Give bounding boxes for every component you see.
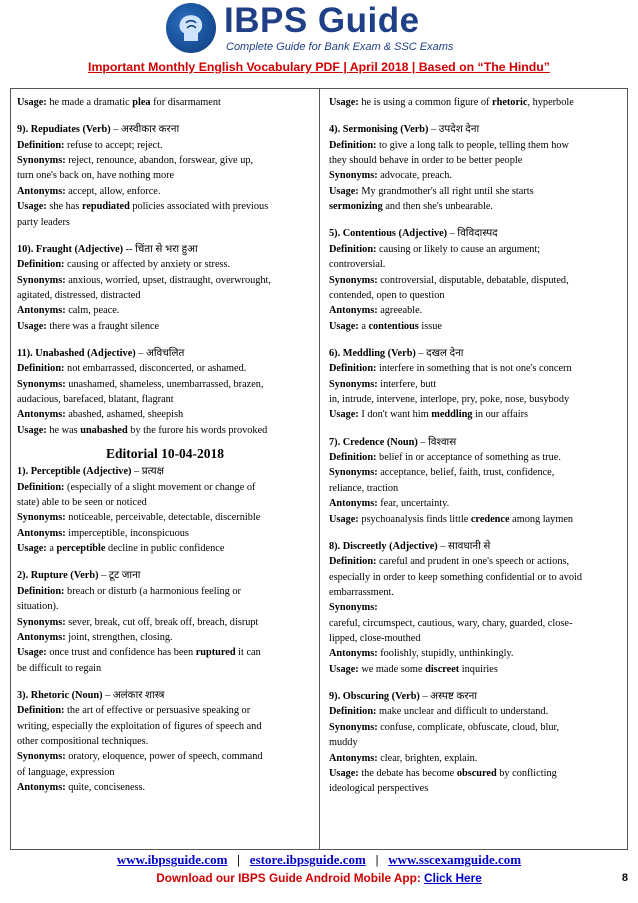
entry-line (17, 780, 313, 795)
field-text: acceptance, belief, faith, trust, confidence, (377, 467, 555, 479)
spacer (329, 110, 621, 122)
field-label: Usage: (17, 320, 47, 332)
hindi-meaning: -- चिंता से भरा हुआ (123, 243, 198, 255)
field-text: reliance, traction (329, 482, 399, 494)
field-text: in, intrude, intervene, interlope, pry, poke, nose, busybody (329, 394, 570, 406)
field-label: Definition: (329, 139, 377, 151)
field-text: inquiries (459, 663, 498, 675)
field-label: Usage: (329, 97, 359, 108)
field-text: turn one's back on, have nothing more (17, 170, 175, 182)
field-text: anxious, worried, upset, distraught, overwrought, (65, 274, 271, 286)
click-here-link[interactable]: Click Here (424, 871, 482, 885)
entry-line (17, 541, 313, 556)
field-text: sever, break, cut off, break off, breach, disrupt (65, 616, 259, 628)
field-text: , hyperbole (527, 97, 574, 108)
field-text: be difficult to regain (17, 662, 102, 674)
field-text: interfere, butt (377, 378, 437, 390)
entry-line (329, 184, 621, 199)
entry-line (329, 153, 621, 168)
field-text: agreeable. (377, 305, 423, 317)
hindi-meaning: – विश्वास (417, 436, 457, 448)
entry-line (329, 407, 621, 422)
entry-line (329, 95, 621, 110)
word-heading (329, 122, 621, 137)
entry-line (329, 392, 621, 407)
word-heading (329, 226, 621, 241)
entry-line (17, 288, 313, 303)
word-heading (17, 122, 313, 137)
hindi-meaning: – दखल देना (415, 347, 464, 359)
field-text: foolishly, stupidly, unthinkingly. (377, 648, 514, 660)
highlighted-word: discreet (425, 663, 460, 675)
entry-line (329, 616, 621, 631)
field-text: unashamed, shameless, unembarrassed, brazen, (65, 378, 264, 390)
field-text: a (46, 543, 57, 555)
entry-line (17, 377, 313, 392)
entry-line (17, 215, 313, 230)
field-text: make unclear and difficult to understand. (376, 706, 549, 718)
field-text: to give a long talk to people, telling them how (376, 139, 569, 151)
entry-line (17, 584, 313, 599)
field-label: Antonyms: (17, 631, 66, 643)
word-heading (329, 346, 621, 361)
brand-tagline: Complete Guide for Bank Exam & SSC Exams (226, 41, 454, 53)
field-label: Definition: (329, 452, 377, 463)
field-text: noticeable, perceivable, detectable, discernible (65, 512, 261, 524)
field-text: he made a dramatic (46, 97, 133, 108)
field-label: Synonyms: (17, 512, 66, 524)
field-text: psychoanalysis finds little (358, 513, 471, 525)
field-label: Antonyms: (329, 498, 378, 510)
field-label: Usage: (329, 320, 359, 332)
hindi-meaning: – उपदेश देना (428, 124, 480, 136)
document-title-banner: Important Monthly English Vocabulary PDF | April 2018 | Based on “The Hindu” (88, 60, 550, 74)
field-label: Antonyms: (17, 782, 66, 794)
entry-line (329, 450, 621, 465)
field-text: muddy (329, 737, 358, 749)
field-label: Definition: (17, 259, 65, 271)
highlighted-word: plea (132, 97, 151, 108)
field-label: Synonyms: (329, 602, 378, 614)
entry-line (17, 599, 313, 614)
field-text: My grandmother's all right until she starts (358, 185, 534, 197)
spacer (329, 677, 621, 689)
word-title: 11). Unabashed (Adjective) (17, 347, 136, 359)
field-text: causing or affected by anxiety or stress. (64, 259, 231, 271)
entry-line (329, 481, 621, 496)
field-text: controversial, disputable, debatable, disputed, (377, 274, 569, 286)
field-text: ideological perspectives (329, 783, 429, 795)
field-text: (especially of a slight movement or change of (64, 481, 256, 493)
entry-line (329, 257, 621, 272)
left-column (17, 95, 313, 796)
word-heading (329, 689, 621, 704)
field-label: Synonyms: (329, 170, 378, 182)
entry-line (17, 495, 313, 510)
entry-line (329, 585, 621, 600)
sscexamguide-link[interactable]: www.sscexamguide.com (388, 852, 522, 867)
field-text: policies associated with previous (129, 201, 269, 213)
field-text: lipped, close-mouthed (329, 633, 421, 645)
field-text: especially in order to keep something confidential or to avoid (329, 571, 583, 583)
footer-separator: | (375, 852, 379, 867)
field-text: abashed, ashamed, sheepish (65, 409, 184, 421)
entry-line (329, 554, 621, 569)
entry-line (329, 465, 621, 480)
word-heading (17, 568, 313, 583)
field-text: refuse to accept; reject. (64, 139, 163, 151)
entry-line (17, 510, 313, 525)
entry-line (329, 377, 621, 392)
entry-line (17, 168, 313, 183)
field-text: careful, circumspect, cautious, wary, chary, guarded, close- (329, 617, 573, 629)
highlighted-word: credence (470, 513, 510, 525)
vocabulary-content-box (10, 88, 628, 850)
entry-line (17, 734, 313, 749)
word-heading (17, 464, 313, 479)
right-column (329, 95, 621, 797)
highlighted-word: perceptible (56, 543, 106, 555)
entry-line (17, 526, 313, 541)
entry-line (329, 600, 621, 615)
editorial-heading: Editorial 10-04-2018 (105, 446, 225, 462)
highlighted-word: unabashed (80, 424, 128, 436)
entry-line (17, 719, 313, 734)
field-label: Synonyms: (17, 751, 66, 763)
estore-link[interactable]: estore.ibpsguide.com (249, 852, 366, 867)
word-heading (17, 346, 313, 361)
word-title: 10). Fraught (Adjective) (17, 243, 124, 255)
field-label: Synonyms: (17, 274, 66, 286)
field-label: Definition: (329, 556, 377, 568)
field-label: Synonyms: (329, 721, 378, 733)
hindi-meaning: – अस्पष्ट करना (419, 691, 477, 703)
field-label: Definition: (17, 363, 65, 375)
field-text: and then she's unbearable. (382, 201, 494, 213)
field-label: Antonyms: (329, 305, 378, 317)
field-label: Definition: (17, 481, 65, 493)
field-text: by conflicting (496, 768, 557, 780)
field-text: situation). (17, 601, 59, 613)
entry-line (329, 631, 621, 646)
page-header (0, 0, 638, 78)
entry-line (17, 749, 313, 764)
field-label: Usage: (329, 185, 359, 197)
hindi-meaning: – सावधानी से (437, 540, 491, 552)
hindi-meaning: – अलंकार शास्त्र (102, 689, 165, 701)
field-text: once trust and confidence has been (46, 647, 196, 659)
highlighted-word: meddling (431, 409, 473, 421)
highlighted-word: contentious (368, 320, 419, 332)
entry-line (17, 392, 313, 407)
entry-line (17, 423, 313, 438)
entry-line (329, 319, 621, 334)
field-label: Usage: (329, 409, 359, 421)
entry-line (329, 361, 621, 376)
word-title: 6). Meddling (Verb) (329, 347, 416, 359)
field-label: Synonyms: (17, 378, 66, 390)
field-text: causing or likely to cause an argument; (376, 243, 541, 255)
field-text: careful and prudent in one's speech or actions, (376, 556, 570, 568)
footer-separator: | (237, 852, 241, 867)
field-label: Usage: (17, 97, 47, 108)
entry-line (329, 496, 621, 511)
field-text: calm, peace. (65, 305, 120, 317)
word-title: 7). Credence (Noun) (329, 436, 418, 448)
field-text: other compositional techniques. (17, 736, 149, 748)
entry-line (329, 288, 621, 303)
entry-line (329, 512, 621, 527)
hindi-meaning: – प्रत्यक्ष (131, 466, 164, 478)
hindi-meaning: – अविचलित (135, 347, 185, 359)
field-text: joint, strengthen, closing. (65, 631, 173, 643)
field-text: a (358, 320, 369, 332)
field-label: Antonyms: (329, 752, 378, 764)
field-text: the debate has become (358, 768, 457, 780)
field-text: not embarrassed, disconcerted, or ashamed. (64, 363, 247, 375)
hindi-meaning: – विविदास्पद (447, 228, 498, 240)
field-text: embarrassment. (329, 586, 394, 598)
highlighted-word: ruptured (195, 647, 236, 659)
entry-line (17, 257, 313, 272)
field-text: reject, renounce, abandon, forswear, give up, (65, 154, 254, 166)
field-label: Synonyms: (17, 154, 66, 166)
entry-line (17, 95, 313, 110)
field-text: they should behave in order to be better people (329, 154, 523, 166)
word-title: 9). Repudiates (Verb) (17, 124, 111, 136)
field-label: Usage: (17, 543, 47, 555)
brain-head-icon (166, 3, 216, 53)
field-label: Antonyms: (17, 527, 66, 539)
entry-line (17, 645, 313, 660)
word-title: 2). Rupture (Verb) (17, 570, 99, 582)
field-label: Definition: (329, 363, 377, 375)
app-download-line (0, 871, 638, 885)
spacer (329, 423, 621, 435)
hindi-meaning: – टूट जाना (98, 570, 141, 582)
entry-line (17, 273, 313, 288)
ibps-guide-logo (166, 3, 486, 57)
field-text: he is using a common figure of (358, 97, 493, 108)
entry-line (17, 703, 313, 718)
entry-line (329, 781, 621, 796)
field-text: quite, conciseness. (65, 782, 146, 794)
field-label: Synonyms: (329, 274, 378, 286)
field-label: Synonyms: (329, 467, 378, 479)
entry-line (17, 361, 313, 376)
entry-line (329, 735, 621, 750)
field-label: Usage: (329, 663, 359, 675)
spacer (17, 230, 313, 242)
field-text: there was a fraught silence (46, 320, 160, 332)
spacer (329, 527, 621, 539)
field-text: controversial. (329, 259, 386, 271)
field-label: Synonyms: (329, 378, 378, 390)
field-text: state) able to be seen or noticed (17, 496, 147, 508)
word-heading (17, 688, 313, 703)
page-number: 8 (621, 872, 628, 884)
word-title: 1). Perceptible (Adjective) (17, 466, 132, 478)
app-download-text: Download our IBPS Guide Android Mobile App: (156, 871, 425, 885)
word-title: 3). Rhetoric (Noun) (17, 689, 103, 701)
field-text: he was (46, 424, 81, 436)
spacer (329, 215, 621, 227)
field-label: Definition: (17, 705, 65, 717)
footer-links (0, 852, 638, 868)
word-title: 4). Sermonising (Verb) (329, 124, 429, 136)
word-title: 5). Contentious (Adjective) (329, 228, 448, 240)
highlighted-word: sermonizing (329, 201, 383, 213)
field-label: Definition: (329, 706, 377, 718)
ibpsguide-link[interactable]: www.ibpsguide.com (116, 852, 228, 867)
hindi-meaning: – अस्वीकार करना (110, 124, 180, 136)
field-text: it can (235, 647, 261, 659)
field-text: advocate, preach. (377, 170, 452, 182)
field-text: agitated, distressed, distracted (17, 289, 141, 301)
entry-line (17, 615, 313, 630)
entry-line (17, 303, 313, 318)
field-label: Definition: (17, 139, 65, 151)
field-text: accept, allow, enforce. (65, 185, 161, 197)
brand-name: IBPS Guide (224, 1, 420, 40)
field-label: Definition: (17, 585, 65, 597)
spacer (329, 334, 621, 346)
spacer (17, 334, 313, 346)
field-text: among laymen (509, 513, 574, 525)
entry-line (17, 407, 313, 422)
field-text: contended, open to question (329, 289, 445, 301)
word-title: 9). Obscuring (Verb) (329, 691, 420, 703)
entry-line (17, 480, 313, 495)
field-text: for disarmament (150, 97, 221, 108)
field-label: Usage: (17, 201, 47, 213)
entry-line (329, 138, 621, 153)
entry-line (17, 630, 313, 645)
field-text: the art of effective or persuasive speaking or (64, 705, 251, 717)
spacer (17, 110, 313, 122)
field-text: oratory, eloquence, power of speech, command (65, 751, 263, 763)
entry-line (329, 303, 621, 318)
field-text: of language, expression (17, 766, 115, 778)
entry-line (329, 570, 621, 585)
field-text: confuse, complicate, obfuscate, cloud, blur, (377, 721, 560, 733)
field-label: Usage: (17, 424, 47, 436)
field-text: imperceptible, inconspicuous (65, 527, 189, 539)
field-text: by the furore his words provoked (127, 424, 268, 436)
field-label: Usage: (329, 768, 359, 780)
field-label: Synonyms: (17, 616, 66, 628)
spacer (17, 557, 313, 569)
field-text: she has (46, 201, 82, 213)
entry-line (329, 242, 621, 257)
entry-line (329, 751, 621, 766)
entry-line (329, 704, 621, 719)
entry-line (17, 138, 313, 153)
highlighted-word: rhetoric (492, 97, 528, 108)
field-text: in our affairs (472, 409, 529, 421)
field-text: party leaders (17, 216, 70, 228)
entry-line (329, 646, 621, 661)
entry-line (329, 662, 621, 677)
highlighted-word: repudiated (81, 201, 130, 213)
highlighted-word: obscured (456, 768, 497, 780)
entry-line (17, 319, 313, 334)
field-text: clear, brighten, explain. (377, 752, 478, 764)
entry-line (329, 199, 621, 214)
field-label: Antonyms: (17, 185, 66, 197)
word-title: 8). Discreetly (Adjective) (329, 540, 438, 552)
field-text: writing, especially the exploitation of figures of speech and (17, 720, 262, 732)
entry-line (17, 765, 313, 780)
entry-line (17, 184, 313, 199)
field-label: Antonyms: (17, 409, 66, 421)
field-text: decline in public confidence (105, 543, 225, 555)
field-label: Usage: (17, 647, 47, 659)
word-heading (17, 242, 313, 257)
column-divider (319, 89, 320, 849)
field-label: Definition: (329, 243, 377, 255)
field-label: Usage: (329, 513, 359, 525)
field-text: we made some (358, 663, 426, 675)
field-text: I don't want him (358, 409, 432, 421)
field-text: belief in or acceptance of something as true. (376, 452, 561, 463)
entry-line (17, 153, 313, 168)
entry-line (17, 199, 313, 214)
field-text: breach or disturb (a harmonious feeling or (64, 585, 241, 597)
field-label: Antonyms: (329, 648, 378, 660)
word-heading (329, 435, 621, 450)
field-text: issue (418, 320, 442, 332)
entry-line (329, 273, 621, 288)
field-text: audacious, barefaced, blatant, flagrant (17, 394, 174, 406)
field-text: interfere in something that is not one's concern (376, 363, 572, 375)
field-text: fear, uncertainty. (377, 498, 450, 510)
spacer (17, 676, 313, 688)
field-label: Antonyms: (17, 305, 66, 317)
entry-line (329, 168, 621, 183)
entry-line (17, 661, 313, 676)
word-heading (329, 539, 621, 554)
entry-line (329, 720, 621, 735)
entry-line (329, 766, 621, 781)
